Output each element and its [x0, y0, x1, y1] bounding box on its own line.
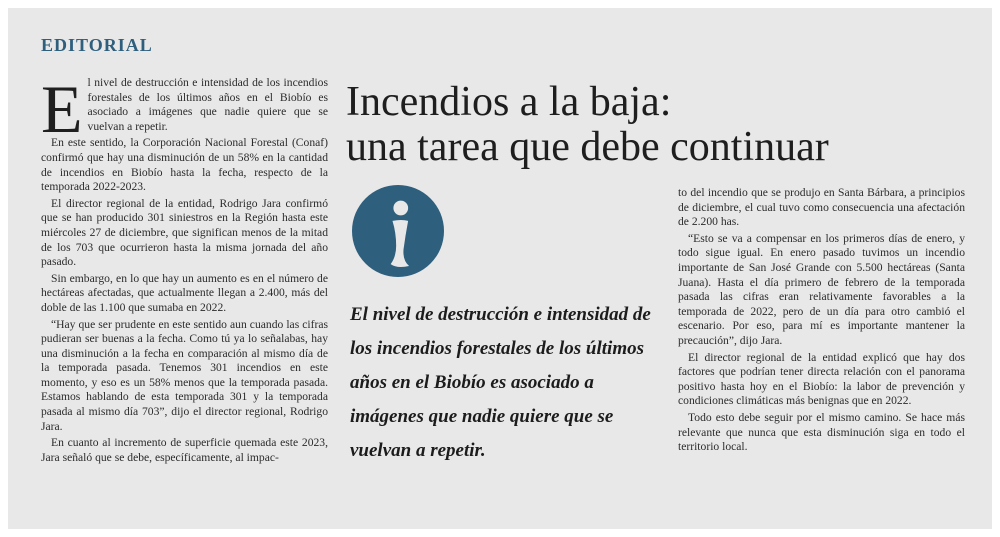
body-paragraph: “Esto se va a compensar en los primeros días de enero, y todo sigue igual. En enero pasado tuvimos un incendio importante de San José Grande con 5.500 hectáreas (Santa Juana). Hasta el día primero de febrero de la temporada pasada las cifras eran relativamente favorables a la temporada de 2022, pero de un día para otro cambió el escenario. Por eso, para mí es importante mantener la precaución”, dijo Jara. — [678, 231, 965, 347]
pull-quote: El nivel de destrucción e intensidad de los incendios forestales de los últimos años en el Biobío es asociado a imágenes que nadie quiere que se vuelvan a repetir. — [350, 304, 651, 461]
body-paragraph: En cuanto al incremento de superficie quemada este 2023, Jara señaló que se debe, específicamente, al impac- — [41, 436, 328, 464]
body-paragraph: Sin embargo, en lo que hay un aumento es en el número de hectáreas afectadas, que actualmente llegan a 2.400, más del doble de las 1.100 que sumaba en 2022. — [41, 271, 328, 314]
headline-line-1: Incendios a la baja: — [346, 79, 672, 125]
headline — [346, 80, 966, 170]
body-paragraph: El director regional de la entidad, Rodrigo Jara confirmó que se han producido 301 siniestros en la Región hasta este miércoles 27 de diciembre, que significan menos de la mitad de los 703 que ocurrieron hasta la misma jornada del año pasado. — [41, 196, 328, 269]
body-paragraph: “Hay que ser prudente en este sentido aun cuando las cifras pudieran ser buenas a la fecha. Como tú ya lo señalabas, hay una disminución a la fecha en comparación al mismo día de la temporada pasada. Tenemos 301 incendios en este momento, y eso es un 58% menos que la temporada pasada. Estamos hablando de esta temporada 301 y la temporada pasada al mismo día 703”, dijo el director regional, Rodrigo Jara. — [41, 317, 328, 433]
headline-line-2: una tarea que debe continuar — [346, 124, 829, 170]
lead-paragraph-text: l nivel de destrucción e intensidad de los incendios forestales de los últimos años en el Biobío es asociado a imágenes que nadie quiere que se vuelvan a repetir. — [87, 76, 328, 133]
drop-cap: E — [41, 71, 83, 147]
body-paragraph: to del incendio que se produjo en Santa Bárbara, a principios de diciembre, el cual tuvo como consecuencia una afectación de 2.200 has. — [678, 186, 965, 229]
right-column — [678, 186, 965, 457]
left-column — [41, 71, 328, 467]
body-paragraph: En este sentido, la Corporación Nacional Forestal (Conaf) confirmó que hay una disminución de un 58% en la cantidad de incendios en Biobío hasta la fecha, respecto de la temporada 2022-2023. — [41, 136, 328, 194]
newspaper-page — [8, 8, 992, 529]
section-label: EDITORIAL — [41, 35, 153, 55]
body-paragraph: Todo esto debe seguir por el mismo camino. Se hace más relevante que nunca que esta disminución siga en todo el territorio local. — [678, 410, 965, 454]
info-icon — [352, 185, 444, 277]
body-paragraph: El director regional de la entidad explicó que hay dos factores que podrían tener directa relación con el panorama positivo hasta hoy en el Biobío: la labor de prevención y condiciones climáticas más benignas que en 2022. — [678, 350, 965, 408]
lead-paragraph — [41, 71, 328, 147]
